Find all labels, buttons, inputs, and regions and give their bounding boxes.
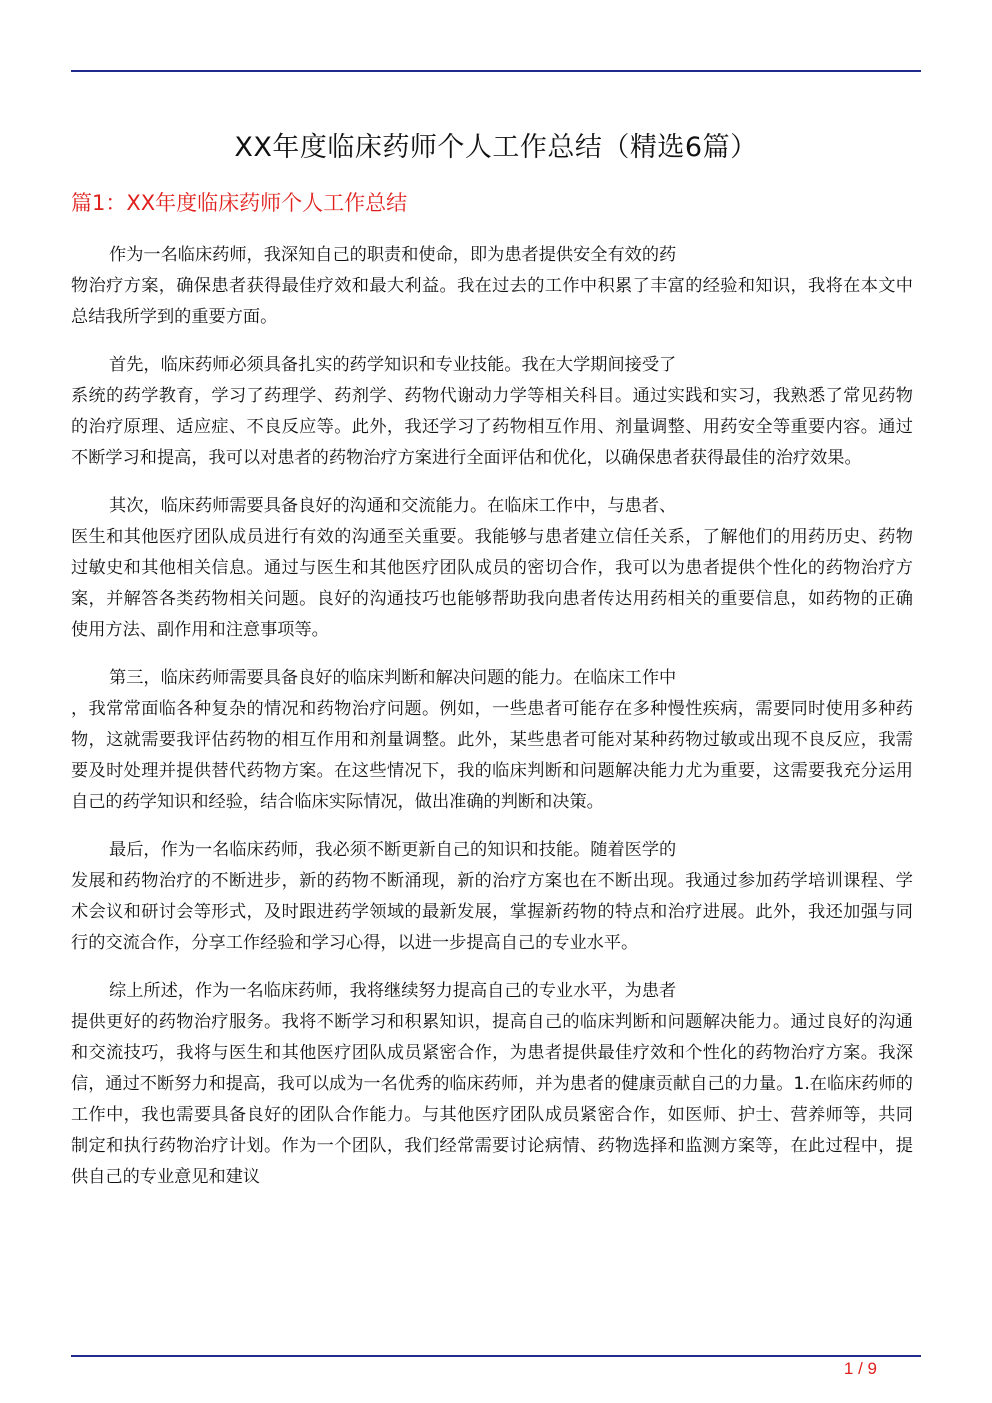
paragraph-first-line: 综上所述，作为一名临床药师，我将继续努力提高自己的专业水平，为患者 xyxy=(109,981,677,1001)
page-number: 1 / 9 xyxy=(843,1359,877,1378)
paragraph xyxy=(71,240,913,333)
section-heading: 篇1：XX年度临床药师个人工作总结 xyxy=(71,191,408,215)
paragraph-text: 物治疗方案，确保患者获得最佳疗效和最大利益。我在过去的工作中积累了丰富的经验和知识，我将在本文中总结我所学到的重要方面。 xyxy=(71,276,913,327)
paragraph-text: 发展和药物治疗的不断进步，新的药物不断涌现，新的治疗方案也在不断出现。我通过参加药学培训课程、学术会议和研讨会等形式，及时跟进药学领域的最新发展，掌握新药物的特点和治疗进展。此外，我还加强与同行的交流合作，分享工作经验和学习心得，以进一步提高自己的专业水平。 xyxy=(71,871,913,953)
document-title: XX年度临床药师个人工作总结（精选6篇） xyxy=(234,132,758,163)
paragraph-first-line: 最后，作为一名临床药师，我必须不断更新自己的知识和技能。随着医学的 xyxy=(109,840,677,860)
paragraph-text: 系统的药学教育，学习了药理学、药剂学、药物代谢动力学等相关科目。通过实践和实习，我熟悉了常见药物的治疗原理、适应症、不良反应等。此外，我还学习了药物相互作用、剂量调整、用药安全等重要内容。通过不断学习和提高，我可以对患者的药物治疗方案进行全面评估和优化，以确保患者获得最佳的治疗效果。 xyxy=(71,386,913,468)
paragraph-first-line: 作为一名临床药师，我深知自己的职责和使命，即为患者提供安全有效的药 xyxy=(109,245,677,265)
document-body xyxy=(71,240,913,1210)
paragraph xyxy=(71,976,913,1193)
paragraph-first-line: 首先，临床药师必须具备扎实的药学知识和专业技能。我在大学期间接受了 xyxy=(109,355,677,375)
paragraph-first-line: 第三，临床药师需要具备良好的临床判断和解决问题的能力。在临床工作中 xyxy=(109,668,677,688)
paragraph xyxy=(71,663,913,818)
footer-rule xyxy=(71,1355,921,1357)
paragraph-text: 医生和其他医疗团队成员进行有效的沟通至关重要。我能够与患者建立信任关系，了解他们的用药历史、药物过敏史和其他相关信息。通过与医生和其他医疗团队成员的密切合作，我可以为患者提供个性化的药物治疗方案，并解答各类药物相关问题。良好的沟通技巧也能够帮助我向患者传达用药相关的重要信息，如药物的正确使用方法、副作用和注意事项等。 xyxy=(71,527,913,640)
paragraph-text: 提供更好的药物治疗服务。我将不断学习和积累知识，提高自己的临床判断和问题解决能力。通过良好的沟通和交流技巧，我将与医生和其他医疗团队成员紧密合作，为患者提供最佳疗效和个性化的药物治疗方案。我深信，通过不断努力和提高，我可以成为一名优秀的临床药师，并为患者的健康贡献自己的力量。1.在临床药师的工作中，我也需要具备良好的团队合作能力。与其他医疗团队成员紧密合作，如医师、护士、营养师等，共同制定和执行药物治疗计划。作为一个团队，我们经常需要讨论病情、药物选择和监测方案等，在此过程中，提供自己的专业意见和建议 xyxy=(71,1012,913,1187)
paragraph xyxy=(71,835,913,959)
paragraph xyxy=(71,491,913,646)
header-rule xyxy=(71,70,921,72)
paragraph xyxy=(71,350,913,474)
paragraph-text: ，我常常面临各种复杂的情况和药物治疗问题。例如，一些患者可能存在多种慢性疾病，需要同时使用多种药物，这就需要我评估药物的相互作用和剂量调整。此外，某些患者可能对某种药物过敏或出现不良反应，我需要及时处理并提供替代药物方案。在这些情况下，我的临床判断和问题解决能力尤为重要，这需要我充分运用自己的药学知识和经验，结合临床实际情况，做出准确的判断和决策。 xyxy=(71,699,913,812)
paragraph-first-line: 其次，临床药师需要具备良好的沟通和交流能力。在临床工作中，与患者、 xyxy=(109,496,677,516)
